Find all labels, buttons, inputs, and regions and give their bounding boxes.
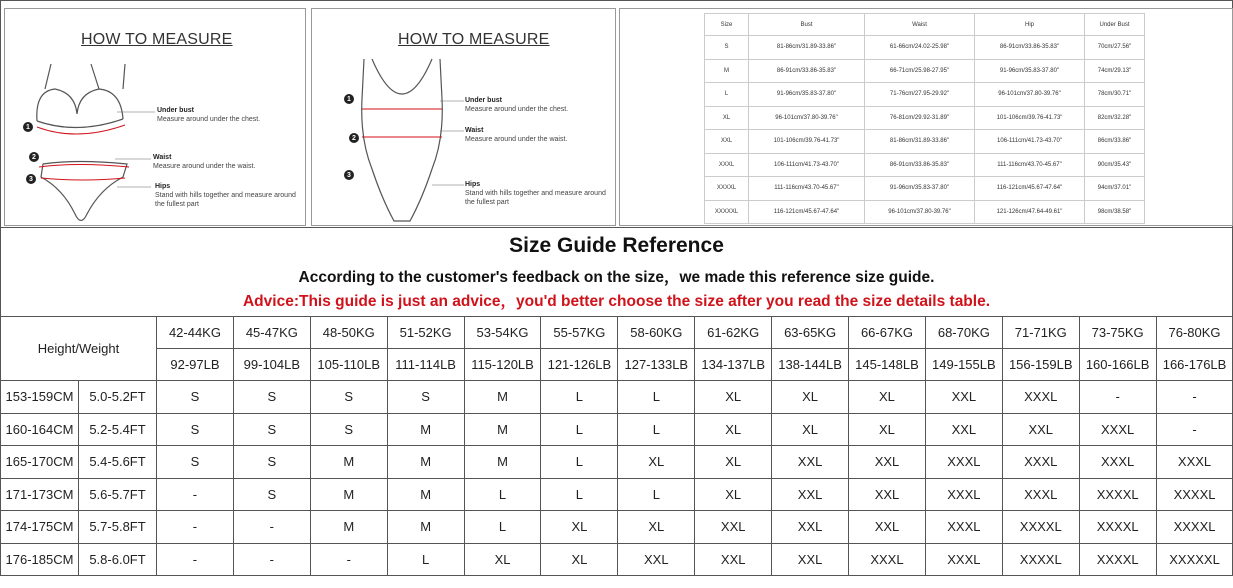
size-cell: XXXL — [925, 446, 1002, 479]
size-cell: XXXXXL — [1156, 543, 1233, 576]
size-cell: - — [233, 511, 310, 544]
size-cell: XXL — [695, 543, 772, 576]
how-to-measure-title: HOW TO MEASURE — [81, 31, 233, 48]
measurement-header-cell: Size — [705, 14, 749, 36]
label-under-bust: Under bust Measure around under the chest. — [157, 107, 261, 123]
measurement-cell: 121-126cm/47.64-49.61" — [975, 200, 1085, 224]
measurement-cell: XXL — [705, 130, 749, 154]
measurement-cell: XL — [705, 106, 749, 130]
kg-header-cell: 42-44KG — [157, 317, 234, 349]
size-cell: L — [618, 413, 695, 446]
badge-1: 1 — [26, 124, 30, 131]
kg-header-cell: 61-62KG — [695, 317, 772, 349]
kg-header-cell: 73-75KG — [1079, 317, 1156, 349]
size-cell: XXXXL — [1002, 511, 1079, 544]
lb-header-cell: 111-114LB — [387, 349, 464, 381]
badge-1: 1 — [347, 96, 351, 103]
lb-header-cell: 134-137LB — [695, 349, 772, 381]
size-cell: XXXL — [1079, 413, 1156, 446]
size-cell: S — [233, 381, 310, 414]
measurement-cell: M — [705, 59, 749, 83]
measurement-row — [705, 59, 1145, 83]
measurement-cell: 111-116cm/43.70-45.67" — [975, 153, 1085, 177]
size-row — [1, 478, 1233, 511]
size-cell: - — [233, 543, 310, 576]
lb-header-cell: 127-133LB — [618, 349, 695, 381]
lb-header-cell: 92-97LB — [157, 349, 234, 381]
size-cell: XXXXL — [1156, 511, 1233, 544]
size-cell: L — [618, 381, 695, 414]
size-cell: M — [464, 413, 541, 446]
measurement-cell: 90cm/35.43" — [1085, 153, 1145, 177]
label-hips: Hips Stand with hills together and measure around the fullest part — [155, 183, 296, 208]
size-cell: L — [618, 478, 695, 511]
measurement-cell: 98cm/38.58" — [1085, 200, 1145, 224]
size-cell: L — [464, 478, 541, 511]
guide-subtitle: According to the customer's feedback on the size，we made this reference size guide. — [298, 269, 935, 286]
size-cell: XL — [849, 381, 926, 414]
measurement-cell: 86-91cm/33.86-35.83" — [865, 153, 975, 177]
height-ft-cell: 5.0-5.2FT — [79, 381, 157, 414]
guide-title: Size Guide Reference — [509, 234, 724, 257]
measurement-cell: 82cm/32.28" — [1085, 106, 1145, 130]
measurement-cell: 111-116cm/43.70-45.67" — [749, 177, 865, 201]
size-cell: XXL — [772, 478, 849, 511]
size-guide-heading — [0, 228, 1233, 316]
size-cell: XL — [695, 413, 772, 446]
measurement-table-panel — [619, 8, 1233, 226]
height-cm-cell: 160-164CM — [1, 413, 79, 446]
measurement-cell: 96-101cm/37.80-39.76" — [865, 200, 975, 224]
lb-header-cell: 160-166LB — [1079, 349, 1156, 381]
size-cell: M — [387, 511, 464, 544]
size-row — [1, 381, 1233, 414]
measurement-row — [705, 200, 1145, 224]
measurement-cell: 91-96cm/35.83-37.80" — [749, 83, 865, 107]
badge-3: 3 — [347, 172, 351, 179]
size-cell: S — [157, 413, 234, 446]
measurement-row — [705, 106, 1145, 130]
measurement-row — [705, 130, 1145, 154]
height-ft-cell: 5.4-5.6FT — [79, 446, 157, 479]
label-waist: Waist Measure around under the waist. — [153, 154, 256, 170]
size-cell: XXXL — [1002, 381, 1079, 414]
size-cell: S — [310, 413, 387, 446]
size-cell: XXXL — [849, 543, 926, 576]
measurement-row — [705, 153, 1145, 177]
size-cell: - — [157, 511, 234, 544]
size-cell: XL — [849, 413, 926, 446]
size-row — [1, 446, 1233, 479]
lb-header-cell: 156-159LB — [1002, 349, 1079, 381]
size-cell: XXXXL — [1079, 543, 1156, 576]
guide-advice: Advice:This guide is just an advice，you'd better choose the size after you read the size details table. — [242, 293, 991, 310]
size-cell: S — [310, 381, 387, 414]
measurement-header-cell: Under Bust — [1085, 14, 1145, 36]
size-cell: L — [541, 478, 618, 511]
height-ft-cell: 5.6-5.7FT — [79, 478, 157, 511]
size-cell: XXXL — [1002, 446, 1079, 479]
size-cell: XL — [541, 511, 618, 544]
measurement-cell: 74cm/29.13" — [1085, 59, 1145, 83]
size-cell: XL — [618, 446, 695, 479]
size-cell: S — [233, 413, 310, 446]
measurement-header-cell: Bust — [749, 14, 865, 36]
size-cell: - — [157, 478, 234, 511]
size-cell: XXXL — [925, 478, 1002, 511]
measurement-row — [705, 177, 1145, 201]
kg-header-cell: 48-50KG — [310, 317, 387, 349]
size-cell: M — [310, 478, 387, 511]
lb-header-cell: 166-176LB — [1156, 349, 1233, 381]
size-cell: M — [387, 478, 464, 511]
height-cm-cell: 174-175CM — [1, 511, 79, 544]
size-cell: M — [464, 446, 541, 479]
size-cell: L — [541, 446, 618, 479]
kg-header-cell: 66-67KG — [849, 317, 926, 349]
measurement-cell: 116-121cm/45.67-47.64" — [975, 177, 1085, 201]
size-cell: - — [1156, 413, 1233, 446]
size-cell: S — [233, 446, 310, 479]
measurement-cell: 96-101cm/37.80-39.76" — [749, 106, 865, 130]
size-guide-table — [0, 316, 1233, 576]
size-cell: XXXXL — [1002, 543, 1079, 576]
lb-header-cell: 149-155LB — [925, 349, 1002, 381]
size-cell: M — [464, 381, 541, 414]
badge-2: 2 — [32, 154, 36, 161]
size-cell: M — [310, 511, 387, 544]
height-cm-cell: 176-185CM — [1, 543, 79, 576]
size-cell: XXXXL — [1156, 478, 1233, 511]
measurement-cell: 86-91cm/33.86-35.83" — [749, 59, 865, 83]
lb-header-cell: 115-120LB — [464, 349, 541, 381]
height-cm-cell: 171-173CM — [1, 478, 79, 511]
kg-header-cell: 51-52KG — [387, 317, 464, 349]
measurement-header-cell: Hip — [975, 14, 1085, 36]
size-cell: S — [387, 381, 464, 414]
size-cell: XXL — [772, 543, 849, 576]
size-cell: XXXL — [1156, 446, 1233, 479]
measurement-cell: 91-96cm/35.83-37.80" — [975, 59, 1085, 83]
lb-header-cell: 99-104LB — [233, 349, 310, 381]
size-cell: XXL — [618, 543, 695, 576]
size-row — [1, 543, 1233, 576]
height-ft-cell: 5.2-5.4FT — [79, 413, 157, 446]
lb-header-cell: 121-126LB — [541, 349, 618, 381]
measurement-cell: L — [705, 83, 749, 107]
kg-header-cell: 68-70KG — [925, 317, 1002, 349]
size-cell: XL — [464, 543, 541, 576]
size-cell: XXL — [772, 446, 849, 479]
size-cell: L — [541, 381, 618, 414]
height-cm-cell: 153-159CM — [1, 381, 79, 414]
size-cell: L — [387, 543, 464, 576]
label-waist: Waist Measure around under the waist. — [465, 127, 568, 143]
height-weight-label: Height/Weight — [1, 317, 157, 381]
measurement-cell: 106-111cm/41.73-43.70" — [975, 130, 1085, 154]
measurement-cell: XXXL — [705, 153, 749, 177]
size-cell: XL — [695, 446, 772, 479]
lb-header-row — [1, 349, 1233, 381]
measurement-cell: 76-81cm/29.92-31.89" — [865, 106, 975, 130]
size-cell: XXXL — [1079, 446, 1156, 479]
kg-header-cell: 53-54KG — [464, 317, 541, 349]
kg-header-cell: 63-65KG — [772, 317, 849, 349]
size-cell: - — [157, 543, 234, 576]
size-cell: S — [157, 446, 234, 479]
measurement-cell: 106-111cm/41.73-43.70" — [749, 153, 865, 177]
badge-3: 3 — [29, 176, 33, 183]
size-cell: L — [464, 511, 541, 544]
label-under-bust: Under bust Measure around under the chest. — [465, 97, 569, 113]
height-ft-cell: 5.8-6.0FT — [79, 543, 157, 576]
size-cell: L — [541, 413, 618, 446]
size-cell: - — [310, 543, 387, 576]
measurement-cell: XXXXL — [705, 177, 749, 201]
size-cell: XXXXL — [1079, 511, 1156, 544]
badge-2: 2 — [352, 135, 356, 142]
size-cell: XXL — [772, 511, 849, 544]
measurement-row — [705, 36, 1145, 60]
size-cell: XL — [541, 543, 618, 576]
size-cell: S — [233, 478, 310, 511]
size-cell: - — [1079, 381, 1156, 414]
size-cell: XXXXL — [1079, 478, 1156, 511]
size-cell: XXL — [849, 478, 926, 511]
size-cell: XXXL — [1002, 478, 1079, 511]
measurement-cell: 71-76cm/27.95-29.92" — [865, 83, 975, 107]
measurement-cell: 86-91cm/33.86-35.83" — [975, 36, 1085, 60]
measurement-cell: 81-86cm/31.89-33.86" — [749, 36, 865, 60]
size-cell: M — [387, 413, 464, 446]
measurement-cell: 96-101cm/37.80-39.76" — [975, 83, 1085, 107]
measurement-cell: 61-66cm/24.02-25.98" — [865, 36, 975, 60]
lb-header-cell: 105-110LB — [310, 349, 387, 381]
measurement-header-cell: Waist — [865, 14, 975, 36]
size-row — [1, 511, 1233, 544]
kg-header-cell: 58-60KG — [618, 317, 695, 349]
kg-header-cell: 71-71KG — [1002, 317, 1079, 349]
measurement-cell: XXXXXL — [705, 200, 749, 224]
kg-header-row — [1, 317, 1233, 349]
size-cell: XL — [772, 381, 849, 414]
measurement-cell: 116-121cm/45.67-47.64" — [749, 200, 865, 224]
measurement-cell: 78cm/30.71" — [1085, 83, 1145, 107]
swimsuit-measure-panel — [311, 8, 616, 226]
size-cell: XL — [695, 478, 772, 511]
size-row — [1, 413, 1233, 446]
measurement-row — [705, 83, 1145, 107]
measure-header — [0, 0, 1233, 228]
measurement-cell: 86cm/33.86" — [1085, 130, 1145, 154]
how-to-measure-title: HOW TO MEASURE — [398, 31, 550, 48]
measurement-cell: 91-96cm/35.83-37.80" — [865, 177, 975, 201]
lb-header-cell: 145-148LB — [849, 349, 926, 381]
size-cell: S — [157, 381, 234, 414]
label-hips: Hips Stand with hills together and measure around the fullest part — [465, 181, 606, 206]
measurement-cell: 66-71cm/25.98-27.95" — [865, 59, 975, 83]
kg-header-cell: 55-57KG — [541, 317, 618, 349]
size-cell: XXL — [925, 381, 1002, 414]
kg-header-cell: 45-47KG — [233, 317, 310, 349]
size-cell: XXL — [1002, 413, 1079, 446]
size-cell: XXL — [925, 413, 1002, 446]
size-cell: XXXL — [925, 511, 1002, 544]
size-cell: XL — [772, 413, 849, 446]
measurement-cell: 101-106cm/39.76-41.73" — [975, 106, 1085, 130]
kg-header-cell: 76-80KG — [1156, 317, 1233, 349]
size-cell: - — [1156, 381, 1233, 414]
measurement-cell: S — [705, 36, 749, 60]
measurement-cell: 94cm/37.01" — [1085, 177, 1145, 201]
size-cell: XXL — [849, 511, 926, 544]
size-cell: XL — [695, 381, 772, 414]
size-cell: M — [387, 446, 464, 479]
size-cell: M — [310, 446, 387, 479]
height-cm-cell: 165-170CM — [1, 446, 79, 479]
size-cell: XL — [618, 511, 695, 544]
measurement-cell: 70cm/27.56" — [1085, 36, 1145, 60]
measurement-cell: 81-86cm/31.89-33.86" — [865, 130, 975, 154]
size-cell: XXL — [849, 446, 926, 479]
height-ft-cell: 5.7-5.8FT — [79, 511, 157, 544]
measurement-table — [704, 13, 1145, 224]
size-cell: XXXL — [925, 543, 1002, 576]
size-cell: XXL — [695, 511, 772, 544]
measurement-cell: 101-106cm/39.76-41.73" — [749, 130, 865, 154]
bikini-measure-panel — [4, 8, 306, 226]
lb-header-cell: 138-144LB — [772, 349, 849, 381]
